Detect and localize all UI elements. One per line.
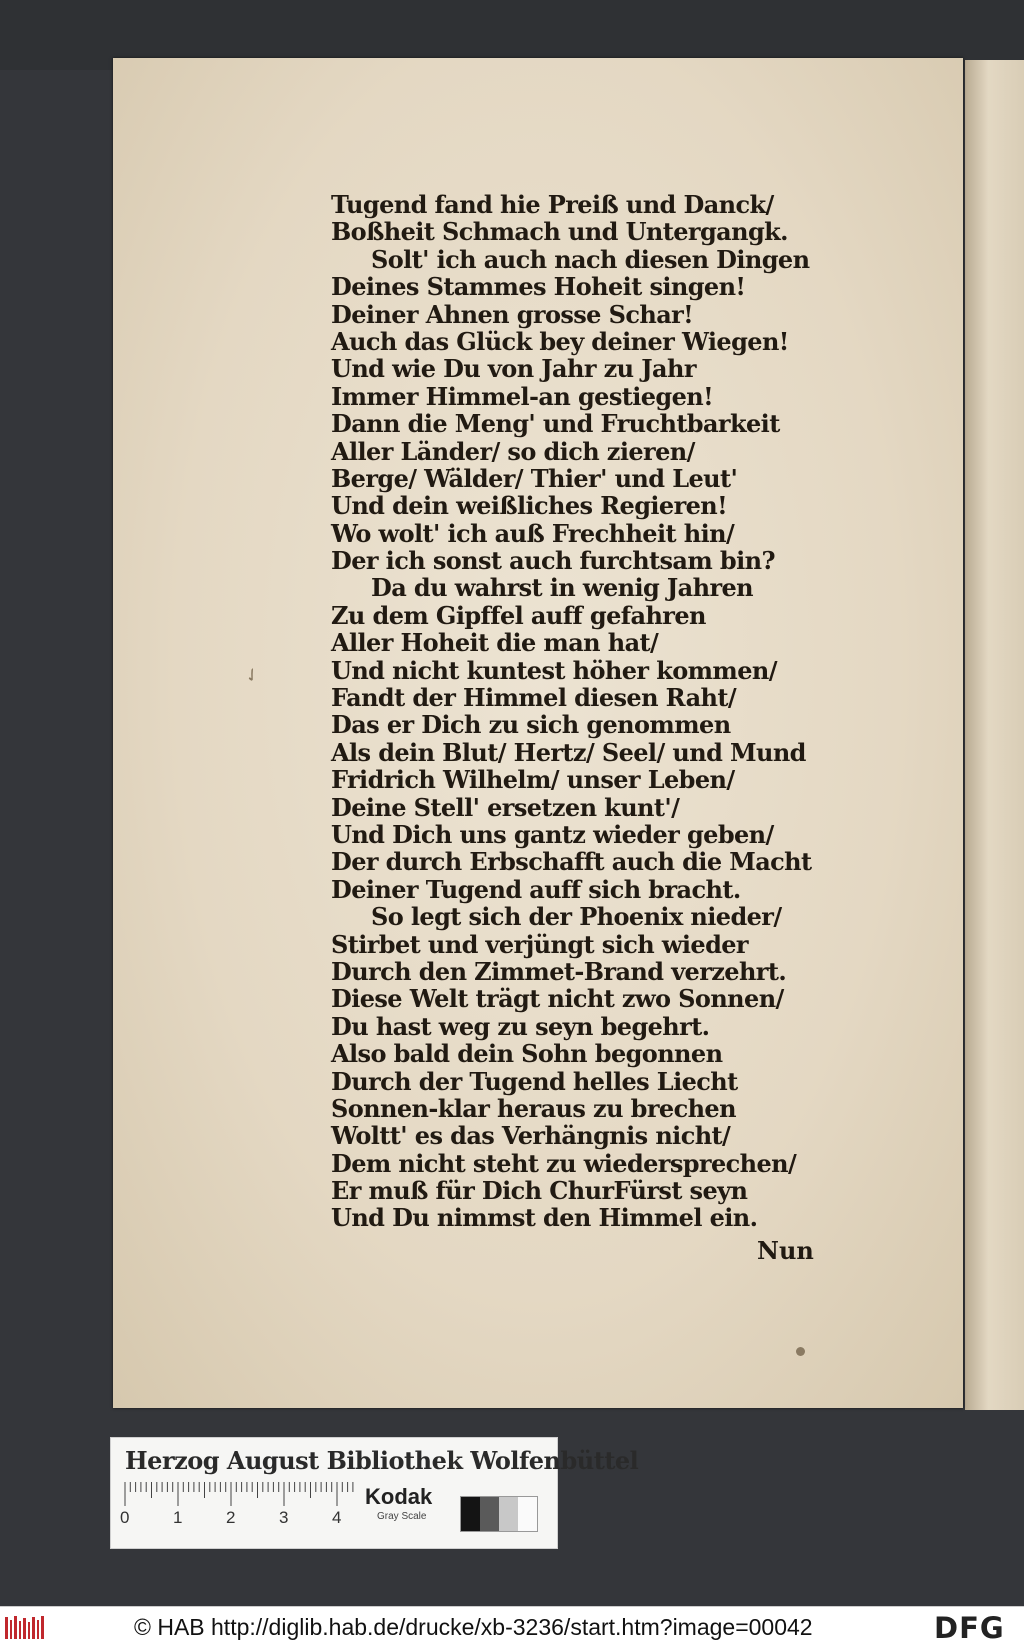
poem-line: Auch das Glück bey deiner Wiegen! bbox=[331, 326, 789, 356]
poem-line: Durch der Tugend helles Liecht bbox=[331, 1066, 738, 1096]
gray-swatch bbox=[480, 1497, 499, 1531]
poem-line: Fandt der Himmel diesen Raht/ bbox=[331, 683, 737, 713]
gray-scale-swatches bbox=[460, 1496, 538, 1532]
poem-line: Und Dich uns gantz wieder geben/ bbox=[331, 819, 774, 849]
ruler-label: 1 bbox=[173, 1508, 183, 1527]
ruler-ticks bbox=[123, 1482, 355, 1508]
poem-line: Tugend fand hie Preiß und Danck/ bbox=[331, 190, 774, 219]
gray-scale-label: Gray Scale bbox=[377, 1511, 427, 1522]
ruler-label: 2 bbox=[226, 1508, 236, 1527]
poem-line: Und nicht kuntest höher kommen/ bbox=[331, 655, 777, 685]
poem-line: Wo wolt' ich auß Frechheit hin/ bbox=[331, 518, 735, 548]
source-url[interactable]: © HAB http://diglib.hab.de/drucke/xb-3236/start.htm?image=00042 bbox=[134, 1614, 813, 1640]
ink-stain bbox=[796, 1347, 805, 1356]
poem-line: Deiner Tugend auff sich bracht. bbox=[331, 874, 741, 904]
poem-line: Zu dem Gipffel auff gefahren bbox=[331, 600, 706, 630]
poem-line: Deines Stammes Hoheit singen! bbox=[331, 272, 746, 302]
poem-line: Woltt' es das Verhängnis nicht/ bbox=[331, 1121, 731, 1151]
facing-page-edge bbox=[965, 60, 1024, 1410]
poem-line: Immer Himmel-an gestiegen! bbox=[331, 381, 714, 411]
poem-line: Sonnen-klar heraus zu brechen bbox=[331, 1093, 736, 1123]
poem-line: Berge/ Wälder/ Thier' und Leut' bbox=[331, 463, 738, 493]
gray-swatch bbox=[461, 1497, 480, 1531]
poem-line: So legt sich der Phoenix nieder/ bbox=[371, 902, 782, 932]
footer-bar bbox=[0, 1606, 1024, 1648]
poem-line: Diese Welt trägt nicht zwo Sonnen/ bbox=[331, 984, 784, 1014]
library-name: Herzog August Bibliothek Wolfenbüttel bbox=[125, 1446, 639, 1475]
poem-line: Fridrich Wilhelm/ unser Leben/ bbox=[331, 765, 735, 795]
margin-mark: ✓ bbox=[240, 662, 265, 689]
poem-line: Deiner Ahnen grosse Schar! bbox=[331, 299, 694, 329]
color-reference-card bbox=[110, 1437, 639, 1549]
poem-line: Solt' ich auch nach diesen Dingen bbox=[371, 244, 810, 274]
poem-line: Und dein weißliches Regieren! bbox=[331, 491, 728, 521]
poem-line: Stirbet und verjüngt sich wieder bbox=[331, 929, 748, 959]
gray-swatch bbox=[518, 1497, 537, 1531]
poem-line: Aller Länder/ so dich zieren/ bbox=[331, 436, 695, 466]
gray-swatch bbox=[499, 1497, 518, 1531]
poem-line: Du hast weg zu seyn begehrt. bbox=[331, 1011, 710, 1041]
kodak-logo: Kodak bbox=[365, 1484, 433, 1509]
poem-line: Dann die Meng' und Fruchtbarkeit bbox=[331, 409, 780, 439]
poem-text bbox=[331, 191, 811, 1232]
poem-line: Deine Stell' ersetzen kunt'/ bbox=[331, 792, 680, 822]
poem-line: Dem nicht steht zu wiedersprechen/ bbox=[331, 1148, 797, 1178]
poem-line: Boßheit Schmach und Untergangk. bbox=[331, 217, 788, 247]
book-page bbox=[113, 58, 963, 1408]
poem-line: Aller Hoheit die man hat/ bbox=[331, 628, 659, 658]
poem-line: Und Du nimmst den Himmel ein. bbox=[331, 1203, 758, 1233]
scale-ruler bbox=[120, 1482, 355, 1542]
ruler-label: 0 bbox=[120, 1508, 130, 1527]
poem-line: Das er Dich zu sich genommen bbox=[331, 710, 731, 740]
ruler-label: 3 bbox=[279, 1508, 289, 1527]
poem-line: Der durch Erbschafft auch die Macht bbox=[331, 847, 812, 877]
barcode-logo-icon bbox=[4, 1615, 48, 1641]
poem-line: Der ich sonst auch furchtsam bin? bbox=[331, 546, 775, 576]
poem-line: Und wie Du von Jahr zu Jahr bbox=[331, 354, 696, 384]
poem-line: Da du wahrst in wenig Jahren bbox=[371, 573, 754, 603]
poem-line: Er muß für Dich ChurFürst seyn bbox=[331, 1176, 748, 1206]
ruler-label: 4 bbox=[332, 1508, 342, 1527]
poem-line: Also bald dein Sohn begonnen bbox=[331, 1039, 723, 1069]
catchword: Nun bbox=[757, 1236, 814, 1265]
poem-line: Als dein Blut/ Hertz/ Seel/ und Mund bbox=[331, 737, 806, 767]
dfg-logo: DFG bbox=[934, 1611, 1005, 1645]
poem-line: Durch den Zimmet-Brand verzehrt. bbox=[331, 956, 787, 986]
